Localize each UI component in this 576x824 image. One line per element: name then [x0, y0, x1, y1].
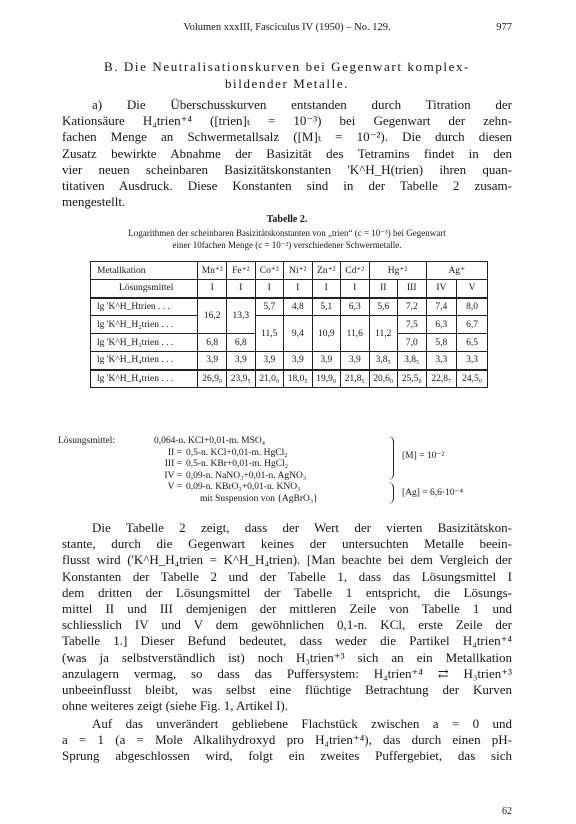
brace: [388, 436, 394, 480]
table-cell: 25,5₀: [398, 370, 427, 388]
paragraph-line: Auf das unverändert gebliebene Flachstück zwischen a = 0 und: [92, 716, 512, 731]
table-cell: 3,8₅: [369, 352, 398, 370]
paragraph-line: fachen Menge an Schwermetallsalz ([M]ₜ = 10⁻²). Die durch diesen: [62, 129, 512, 145]
bracket-note: [M] = 10⁻²: [402, 451, 445, 461]
row-label: lg 'K^H_H₄trien . . .: [91, 370, 198, 388]
table-cell: 8,0: [457, 298, 488, 316]
table-cell: 6,8: [198, 334, 227, 352]
bracket-note: [Ag] = 6,6·10⁻⁴: [402, 488, 463, 498]
brace: [388, 482, 394, 504]
row-label: lg 'K^H_H₂trien . . .: [91, 316, 198, 334]
table-cell: 6,8: [227, 334, 256, 352]
table-cell: 22,8₇: [426, 370, 457, 388]
journal-line: Volumen xxxIII, Fasciculus IV (1950) – No. 129.: [183, 22, 391, 33]
metal-header: Mn⁺²: [198, 262, 227, 280]
paragraph-line: mengestellt.: [62, 194, 126, 210]
solvent-def: 0,064-n. KCl+0,01-m. MSO₄: [154, 436, 266, 446]
table-cell: 3,9: [255, 352, 284, 370]
solvent-definitions: [58, 436, 498, 506]
solvent-cell: I: [284, 280, 313, 298]
solvent-cell: I: [255, 280, 284, 298]
solvent-label: II =: [167, 447, 182, 458]
solvent-cell: III: [398, 280, 427, 298]
solvent-def: 0,5-n. KBr+0,01-m. HgCl₂: [186, 459, 289, 470]
table-cell: 10,9: [312, 316, 341, 352]
table-cell: 4,8: [284, 298, 313, 316]
table-cell: 6,5: [457, 334, 488, 352]
solvent-heading: Lösungsmittel:: [58, 436, 115, 446]
metal-header: Zn⁺²: [312, 262, 341, 280]
paragraph-line: titativen Ausdruck. Diese Konstanten sind in der Tabelle 2 zusam-: [62, 177, 512, 193]
paragraph-line: unbeeinflusst bleibt, was selbst eine flüchtige Betrachtung der Kurven: [62, 681, 512, 697]
solvent-cell: V: [457, 280, 488, 298]
table-cell: 6,3: [341, 298, 370, 316]
table-cell: 3,3: [457, 352, 488, 370]
row-label: lg 'K^H_H₄trien . . .: [91, 352, 198, 370]
solvent-row: [58, 436, 498, 448]
table-cell: 11,6: [341, 316, 370, 352]
paragraph-b: [62, 520, 512, 714]
paragraph-a: [62, 97, 512, 210]
solvent-label: III =: [164, 459, 182, 470]
table-cell: 5,8: [426, 334, 457, 352]
table-caption-line: einer 10fachen Menge (c = 10⁻²) verschiedener Schwermetalle.: [172, 239, 402, 250]
paragraph-line: a = 1 (a = Mole Alkalihydroxyd pro H₄trien⁺⁴), das durch einen pH-: [62, 732, 512, 748]
section-title-line1: B. Die Neutralisationskurven bei Gegenwart komplex-: [103, 59, 471, 74]
table-cell: 20,6₀: [369, 370, 398, 388]
data-table: [90, 261, 488, 388]
paragraph-line: mittel II und III demjenigen der mittleren Zeile von Tabelle 1 und: [62, 600, 512, 616]
metal-header: Cd⁺²: [341, 262, 370, 280]
metal-header: Hg⁺²: [369, 262, 426, 280]
solvent-cell: I: [198, 280, 227, 298]
paragraph-line: stante, durch die Gegenwart keines der untersuchten Metalle beein-: [62, 536, 512, 552]
table-cell: 3,9: [284, 352, 313, 370]
paragraph-line: schliesslich IV und V dem gewöhnlichen 0,1-n. KCl, erste Zeile der: [62, 617, 512, 633]
table-cell: 19,9₀: [312, 370, 341, 388]
solvent-cell: I: [312, 280, 341, 298]
table-cell: 3,9: [312, 352, 341, 370]
paragraph-line: flusst wird ('K^H_H₄trien = K^H_H₄trien). [Man beachte bei dem Vergleich der: [62, 552, 512, 568]
row-label: lg 'K^H_Htrien . . .: [91, 298, 198, 316]
solvent-row: [118, 471, 498, 483]
paragraph-line: a) Die Überschusskurven entstanden durch Titration der: [92, 97, 512, 112]
solvent-def: mit Suspension von {AgBrO₃}: [200, 493, 318, 504]
metal-header: Ag⁺: [426, 262, 487, 280]
paragraph-line: Die Tabelle 2 zeigt, dass der Wert der vierten Basizitätskon-: [92, 520, 512, 535]
section-title-line2: bildender Metalle.: [224, 76, 350, 91]
table-caption: [62, 228, 512, 251]
paragraph-line: (was ja selbstverständlich ist) noch H₃trien⁺³ sich an ein Metallkation: [62, 649, 512, 665]
table-cell: 21,0₀: [255, 370, 284, 388]
solvent-cell: II: [369, 280, 398, 298]
table-cell: 5,7: [255, 298, 284, 316]
paragraph-line: Sprung abgeschlossen wird, folgt ein zweites Puffergebiet, das sich: [62, 748, 512, 764]
table-cell: 6,7: [457, 316, 488, 334]
table-cell: 5,6: [369, 298, 398, 316]
table-row: [91, 298, 488, 316]
table-cell: 21,8₅: [341, 370, 370, 388]
table-cell: 3,9: [198, 352, 227, 370]
table-cell: 23,9₅: [227, 370, 256, 388]
table-cell: 3,8₅: [398, 352, 427, 370]
paragraph-line: Kationsäure H₄trien⁺⁴ ([trien]ₜ = 10⁻³) bei Gegenwart der zehn-: [62, 113, 512, 129]
paragraph-line: dem dritten der Lösungsmittel der Tabelle 1 entspricht, die Lösungs-: [62, 584, 512, 600]
table-solvent-row: [91, 280, 488, 298]
solvent-cell: I: [227, 280, 256, 298]
solvent-cell: I: [341, 280, 370, 298]
solvent-def: 0,09-n. KBrO₃+0,01-n. KNO₃: [186, 482, 301, 493]
metal-header: Ni⁺²: [284, 262, 313, 280]
table-cell: 26,9₀: [198, 370, 227, 388]
table-cell: 13,3: [227, 298, 256, 334]
column-header: Lösungsmittel: [91, 280, 198, 298]
row-label: lg 'K^H_H₃trien . . .: [91, 334, 198, 352]
table-caption-line: Logarithmen der scheinbaren Basizitätskonstanten von „trien“ (c = 10⁻³) bei Gegenwart: [128, 228, 446, 238]
solvent-def: 0,09-n. NaNO₃+0,01-n. AgNO₃: [186, 470, 307, 481]
footer-page-number: 62: [502, 806, 512, 817]
page-number: 977: [496, 22, 512, 33]
table-cell: 18,0₅: [284, 370, 313, 388]
table-header-row: [91, 262, 488, 280]
table-cell: 24,5₀: [457, 370, 488, 388]
table-cell: 3,9: [227, 352, 256, 370]
table-row: [91, 370, 488, 388]
paragraph-line: Konstanten der Tabelle 2 und der Tabelle 1, dass das Lösungsmittel I: [62, 568, 512, 584]
table-cell: 5,1: [312, 298, 341, 316]
table-row: [91, 316, 488, 334]
paragraph-line: vier neuen scheinbaren Basizitätskonstanten 'K^H_H(trien) ihren quan-: [62, 161, 512, 177]
running-head: [62, 22, 512, 36]
column-header: Metallkation: [91, 262, 198, 280]
table-cell: 16,2: [198, 298, 227, 334]
solvent-def: 0,5-n. KCl+0,01-m. HgCl₂: [186, 447, 288, 458]
table-cell: 9,4: [284, 316, 313, 352]
table-cell: 7,2: [398, 298, 427, 316]
paragraph-line: Zusatz bewirkte Abnahme der Basizität des Tetramins findet in den: [62, 145, 512, 161]
solvent-label: IV =: [164, 470, 182, 481]
table-cell: 11,2: [369, 316, 398, 352]
metal-header: Fe⁺²: [227, 262, 256, 280]
solvent-label: [118, 494, 186, 506]
solvent-label: V =: [167, 482, 182, 493]
table-cell: 3,9: [341, 352, 370, 370]
solvent-cell: IV: [426, 280, 457, 298]
paragraph-c: [62, 716, 512, 765]
table-cell: 3,3: [426, 352, 457, 370]
paragraph-line: anzulagern vermag, so dass das Puffersystem: H₄trien⁺⁴ ⇄ H₃trien⁺³: [62, 665, 512, 681]
table-cell: 6,3: [426, 316, 457, 334]
paragraph-line: Tabelle 1.] Dieser Befund bedeutet, dass weder die Partikel H₄trien⁺⁴: [62, 633, 512, 649]
paragraph-line: ohne weiteres zeigt (siehe Fig. 1, Artikel I).: [62, 698, 288, 714]
metal-header: Co⁺²: [255, 262, 284, 280]
table-cell: 11,5: [255, 316, 284, 352]
table-cell: 7,5: [398, 316, 427, 334]
table-cell: 7,4: [426, 298, 457, 316]
table-row: [91, 352, 488, 370]
table-title: Tabelle 2.: [266, 214, 308, 225]
table-cell: 7,0: [398, 334, 427, 352]
